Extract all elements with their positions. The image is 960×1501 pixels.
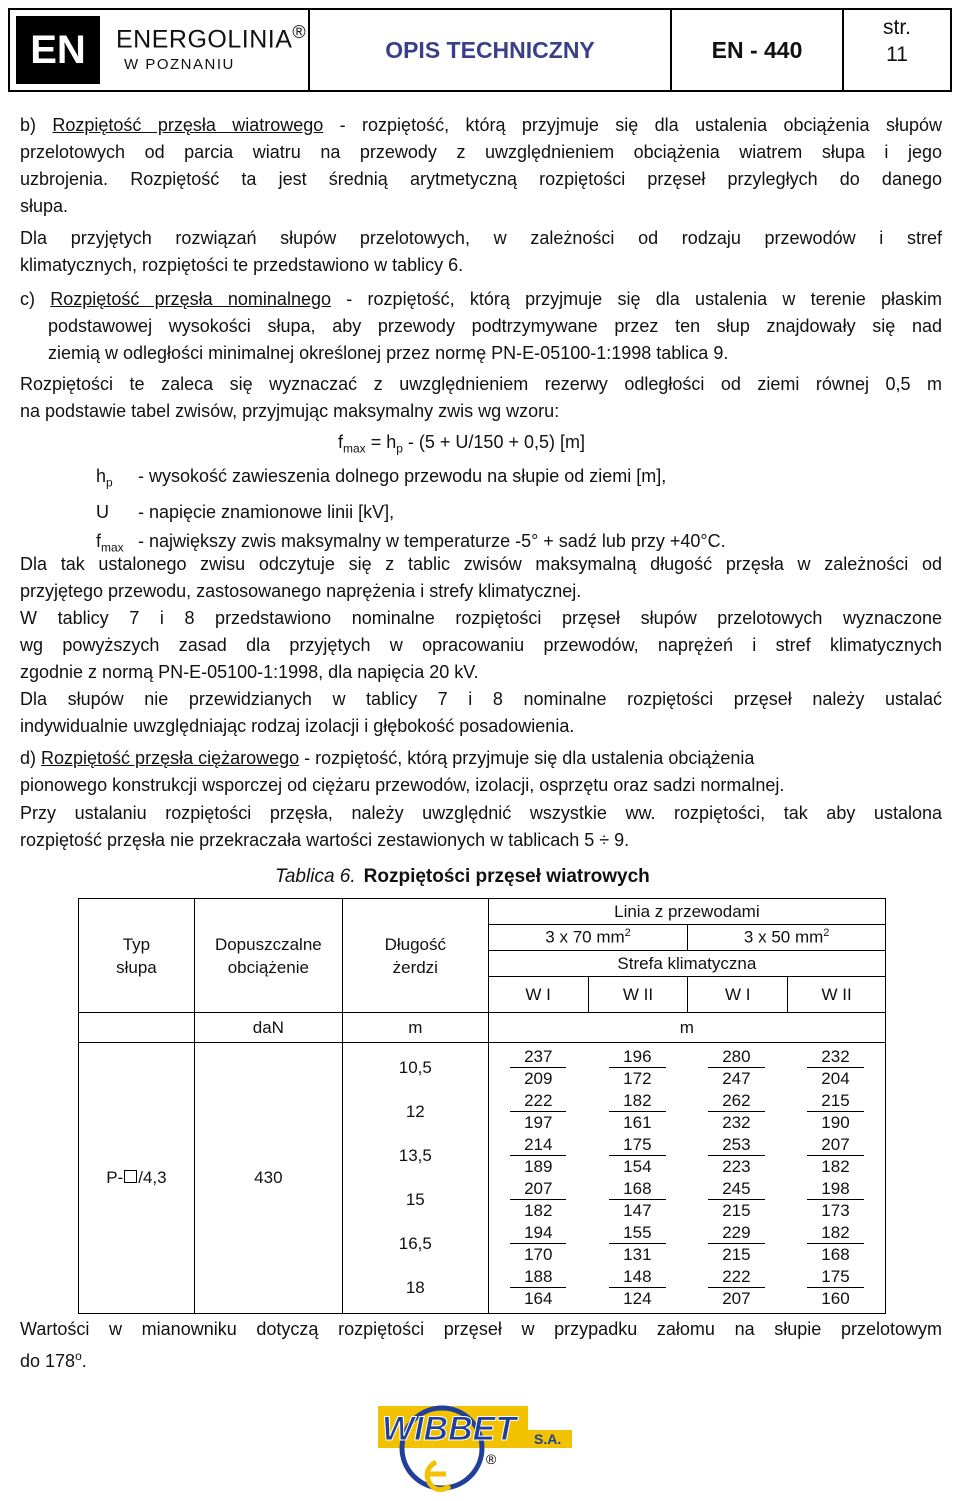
span-straight-value: 207 bbox=[510, 1178, 566, 1200]
span-fraction bbox=[510, 1046, 566, 1089]
logo-text: WIBBET bbox=[382, 1410, 517, 1448]
text-line: zgodnie z normą PN-E-05100-1:1998, dla napięcia 20 kV. bbox=[20, 662, 479, 682]
span-angle-value: 189 bbox=[524, 1156, 553, 1176]
company-city: W POZNANIU bbox=[124, 56, 235, 74]
span-fraction bbox=[708, 1266, 764, 1309]
span-row bbox=[489, 1265, 885, 1309]
header-climate-zone: Strefa klimatyczna bbox=[488, 951, 885, 977]
text-line: przyjętego przewodu, zastosowanego naprężenia i strefy klimatycznej. bbox=[20, 581, 582, 601]
text-line: pionowego konstrukcji wsporczej od ciężaru przewodów, izolacji, osprzętu oraz sadzi normalnej. bbox=[20, 775, 785, 795]
pole-type-cell: P- /4,3 bbox=[79, 1043, 195, 1314]
span-cell bbox=[489, 1266, 588, 1309]
paragraph-individual bbox=[20, 686, 942, 740]
span-fraction bbox=[609, 1222, 665, 1265]
text-line: klimatycznych, rozpiętości te przedstawiono w tablicy 6. bbox=[20, 255, 464, 275]
span-fraction bbox=[510, 1178, 566, 1221]
span-fraction bbox=[510, 1222, 566, 1265]
text-line: Dla przyjętych rozwiązań słupów przelotowych, w zależności od rodzaju przewodów i stref bbox=[20, 228, 942, 248]
span-fraction bbox=[708, 1134, 764, 1177]
length-value: 13,5 bbox=[398, 1146, 432, 1165]
unit-m: m bbox=[488, 1013, 885, 1043]
span-straight-value: 222 bbox=[510, 1090, 566, 1112]
text-line: c) Rozpiętość przęsła nominalnego - rozpiętość, którą przyjmuje się dla ustalenia w terenie płaskim bbox=[20, 289, 942, 309]
span-row bbox=[489, 1177, 885, 1221]
span-fraction bbox=[807, 1178, 863, 1221]
span-fraction bbox=[609, 1266, 665, 1309]
span-angle-value: 223 bbox=[722, 1156, 751, 1176]
span-cell bbox=[588, 1222, 687, 1265]
sag-formula: $f_{max} = h_p - (5 + U/150 + 0,5)$ [m] bbox=[338, 432, 585, 456]
span-cell bbox=[786, 1266, 885, 1309]
span-cell bbox=[588, 1046, 687, 1089]
span-cell bbox=[489, 1178, 588, 1221]
span-fraction bbox=[510, 1134, 566, 1177]
span-row bbox=[489, 1089, 885, 1133]
span-straight-value: 262 bbox=[708, 1090, 764, 1112]
span-angle-value: 209 bbox=[524, 1068, 553, 1088]
paragraph-reserve bbox=[20, 371, 942, 425]
span-values-block bbox=[488, 1043, 885, 1314]
span-straight-value: 232 bbox=[807, 1046, 863, 1068]
doc-title: OPIS TECHNICZNY bbox=[310, 10, 672, 90]
table-number: Tablica 6. bbox=[275, 866, 356, 887]
text-line: Rozpiętości te zaleca się wyznaczać z uwzględnieniem rezerwy odległości od ziemi równej 0,5 m bbox=[20, 374, 942, 394]
length-value: 15 bbox=[405, 1190, 425, 1209]
span-angle-value: 207 bbox=[722, 1288, 751, 1308]
span-angle-value: 182 bbox=[524, 1200, 553, 1220]
page-label: str. bbox=[882, 16, 911, 39]
span-straight-value: 222 bbox=[708, 1266, 764, 1288]
span-cell bbox=[687, 1222, 786, 1265]
span-row bbox=[489, 1133, 885, 1177]
span-straight-value: 182 bbox=[609, 1090, 665, 1112]
span-cell bbox=[588, 1134, 687, 1177]
unit-empty bbox=[79, 1013, 195, 1043]
span-cell bbox=[489, 1222, 588, 1265]
span-cell bbox=[687, 1046, 786, 1089]
span-fraction bbox=[807, 1134, 863, 1177]
term-weight-span: Rozpiętość przęsła ciężarowego bbox=[41, 748, 300, 768]
header-conductor-50: 3 x 50 $mm^2$ bbox=[688, 925, 886, 951]
text-line: na podstawie tabel zwisów, przyjmując maksymalny zwis wg wzoru: bbox=[20, 401, 560, 421]
span-angle-value: 131 bbox=[623, 1244, 652, 1264]
span-fraction bbox=[609, 1046, 665, 1089]
header-zone: W I bbox=[688, 977, 788, 1013]
span-fraction bbox=[609, 1090, 665, 1133]
paragraph-d bbox=[20, 745, 942, 799]
span-cell bbox=[588, 1178, 687, 1221]
length-value: 12 bbox=[405, 1102, 425, 1121]
span-fraction bbox=[708, 1046, 764, 1089]
span-cell bbox=[489, 1046, 588, 1089]
span-straight-value: 182 bbox=[807, 1222, 863, 1244]
span-cell bbox=[687, 1178, 786, 1221]
registered-mark: ® bbox=[292, 22, 307, 42]
span-straight-value: 198 bbox=[807, 1178, 863, 1200]
span-cell bbox=[588, 1266, 687, 1309]
span-angle-value: 182 bbox=[821, 1156, 850, 1176]
length-column bbox=[342, 1043, 488, 1314]
span-fraction bbox=[609, 1134, 665, 1177]
span-cell bbox=[786, 1134, 885, 1177]
text-line: uzbrojenia. Rozpiętość ta jest średnią arytmetyczną rozpiętości przęseł przyległych do danego bbox=[20, 169, 942, 189]
span-cell bbox=[786, 1178, 885, 1221]
span-straight-value: 237 bbox=[510, 1046, 566, 1068]
span-cell bbox=[786, 1046, 885, 1089]
span-angle-value: 147 bbox=[623, 1200, 652, 1220]
span-angle-value: 190 bbox=[821, 1112, 850, 1132]
span-straight-value: 155 bbox=[609, 1222, 665, 1244]
paragraph-tables-7-8 bbox=[20, 605, 942, 686]
length-value: 10,5 bbox=[398, 1058, 432, 1077]
span-straight-value: 194 bbox=[510, 1222, 566, 1244]
span-fraction bbox=[807, 1090, 863, 1133]
span-angle-value: 204 bbox=[821, 1068, 850, 1088]
header-zone: W I bbox=[488, 977, 588, 1013]
span-straight-value: 253 bbox=[708, 1134, 764, 1156]
text-line: d) Rozpiętość przęsła ciężarowego - rozpiętość, którą przyjmuje się dla ustalenia obciążenia bbox=[20, 748, 755, 768]
span-cell bbox=[489, 1134, 588, 1177]
span-angle-value: 161 bbox=[623, 1112, 652, 1132]
text-line: Dla słupów nie przewidzianych w tablicy 7 i 8 nominalne rozpiętości przęseł należy ustalać bbox=[20, 689, 942, 709]
span-cell bbox=[687, 1266, 786, 1309]
span-cell bbox=[489, 1090, 588, 1133]
wibbet-logo bbox=[378, 1400, 574, 1500]
formula-definitions bbox=[96, 462, 726, 562]
text-line: b) Rozpiętość przęsła wiatrowego - rozpiętość, którą przyjmuje się dla ustalenia obciążenia słupów bbox=[20, 115, 942, 135]
table-title: Rozpiętości przęseł wiatrowych bbox=[363, 866, 650, 887]
term-wind-span: Rozpiętość przęsła wiatrowego bbox=[52, 115, 324, 135]
span-straight-value: 188 bbox=[510, 1266, 566, 1288]
text-line: do 178$^o$. bbox=[20, 1349, 87, 1371]
text-line: słupa. bbox=[20, 196, 69, 216]
definition-row: U - napięcie znamionowe linii [kV], bbox=[96, 501, 395, 522]
span-angle-value: 173 bbox=[821, 1200, 850, 1220]
paragraph-sag-read bbox=[20, 551, 942, 605]
company-name: ENERGOLINIA® bbox=[116, 22, 307, 54]
logo-registered: ® bbox=[486, 1451, 497, 1467]
span-fraction bbox=[807, 1046, 863, 1089]
span-straight-value: 207 bbox=[807, 1134, 863, 1156]
header-zone: W II bbox=[788, 977, 886, 1013]
unit-m: m bbox=[342, 1013, 488, 1043]
wind-span-table bbox=[78, 898, 886, 1314]
span-angle-value: 154 bbox=[623, 1156, 652, 1176]
span-fraction bbox=[807, 1266, 863, 1309]
text-line: przelotowych od parcia wiatru na przewody z uwzględnieniem obciążenia wiatrem słupa i jego bbox=[20, 142, 942, 162]
span-cell bbox=[786, 1090, 885, 1133]
page-number: 11 bbox=[886, 43, 908, 67]
header-pole-length: Długość żerdzi bbox=[342, 899, 488, 1013]
term-nominal-span: Rozpiętość przęsła nominalnego bbox=[50, 289, 331, 309]
span-angle-value: 168 bbox=[821, 1244, 850, 1264]
span-fraction bbox=[708, 1090, 764, 1133]
paragraph-table6-ref bbox=[20, 225, 942, 279]
table-footnote bbox=[20, 1316, 942, 1375]
span-angle-value: 170 bbox=[524, 1244, 553, 1264]
text-line: Dla tak ustalonego zwisu odczytuje się z tablic zwisów maksymalną długość przęsła w zależności od bbox=[20, 554, 942, 574]
span-straight-value: 196 bbox=[609, 1046, 665, 1068]
unit-dan: daN bbox=[194, 1013, 342, 1043]
header-permissible-load: Dopuszczalne obciążenie bbox=[194, 899, 342, 1013]
span-angle-value: 247 bbox=[722, 1068, 751, 1088]
span-angle-value: 160 bbox=[821, 1288, 850, 1308]
paragraph-b bbox=[20, 112, 942, 220]
span-angle-value: 124 bbox=[623, 1288, 652, 1308]
table-caption bbox=[275, 866, 650, 888]
span-straight-value: 215 bbox=[807, 1090, 863, 1112]
text-line: rozpiętość przęsła nie przekraczała wartości zestawionych w tablicach 5 ÷ 9. bbox=[20, 830, 630, 850]
span-angle-value: 215 bbox=[722, 1200, 751, 1220]
text-line: Wartości w mianowniku dotyczą rozpiętości przęseł w przypadku załomu na słupie przelotowym bbox=[20, 1319, 942, 1339]
paragraph-c bbox=[20, 286, 942, 367]
span-fraction bbox=[708, 1178, 764, 1221]
span-angle-value: 164 bbox=[524, 1288, 553, 1308]
text-line: wg powyższych zasad dla przyjętych w opracowaniu przewodów, naprężeń i stref klimatycznych bbox=[20, 635, 942, 655]
span-cell bbox=[786, 1222, 885, 1265]
span-grid bbox=[489, 1045, 885, 1309]
span-fraction bbox=[807, 1222, 863, 1265]
span-row bbox=[489, 1221, 885, 1265]
span-straight-value: 148 bbox=[609, 1266, 665, 1288]
span-cell bbox=[687, 1134, 786, 1177]
span-straight-value: 229 bbox=[708, 1222, 764, 1244]
document-header bbox=[8, 8, 952, 92]
text-line: indywidualnie uwzględniając rodzaj izolacji i głębokość posadowienia. bbox=[20, 716, 575, 736]
header-zone: W II bbox=[588, 977, 688, 1013]
span-straight-value: 175 bbox=[609, 1134, 665, 1156]
span-angle-value: 197 bbox=[524, 1112, 553, 1132]
span-fraction bbox=[510, 1266, 566, 1309]
span-angle-value: 172 bbox=[623, 1068, 652, 1088]
span-cell bbox=[687, 1090, 786, 1133]
definition-row: $f_{max}$ - największy zwis maksymalny w temperaturze -5° + sadź lub przy +40°C. bbox=[96, 530, 726, 555]
definition-row: $h_p$ - wysokość zawieszenia dolnego przewodu na słupie od ziemi [m], bbox=[96, 466, 667, 490]
span-straight-value: 175 bbox=[807, 1266, 863, 1288]
header-line-conductors: Linia z przewodami bbox=[488, 899, 885, 925]
text-line: Przy ustalaniu rozpiętości przęsła, należy uwzględnić wszystkie ww. rozpiętości, tak aby ustalona bbox=[20, 803, 942, 823]
length-value: 16,5 bbox=[398, 1234, 432, 1253]
span-straight-value: 280 bbox=[708, 1046, 764, 1068]
page-box bbox=[844, 10, 950, 90]
logo-sa: S.A. bbox=[534, 1431, 562, 1447]
span-straight-value: 168 bbox=[609, 1178, 665, 1200]
span-straight-value: 214 bbox=[510, 1134, 566, 1156]
span-row bbox=[489, 1045, 885, 1089]
header-pole-type: Typ słupa bbox=[79, 899, 195, 1013]
load-cell: 430 bbox=[194, 1043, 342, 1314]
company-block bbox=[100, 10, 310, 90]
span-angle-value: 232 bbox=[722, 1112, 751, 1132]
language-badge: EN bbox=[16, 16, 100, 84]
square-symbol-icon bbox=[124, 1170, 137, 1183]
span-fraction bbox=[708, 1222, 764, 1265]
length-value: 18 bbox=[405, 1278, 425, 1297]
span-fraction bbox=[609, 1178, 665, 1221]
paragraph-span-setting bbox=[20, 800, 942, 854]
span-cell bbox=[588, 1090, 687, 1133]
text-line: podstawowej wysokości słupa, aby przewody podtrzymywane przez ten słup znajdowały się nad bbox=[48, 316, 942, 336]
doc-code: EN - 440 bbox=[672, 10, 844, 90]
text-line: W tablicy 7 i 8 przedstawiono nominalne rozpiętości przęseł słupów przelotowych wyznaczone bbox=[20, 608, 942, 628]
span-straight-value: 245 bbox=[708, 1178, 764, 1200]
header-conductor-70: 3 x 70 $mm^2$ bbox=[488, 925, 688, 951]
span-angle-value: 215 bbox=[722, 1244, 751, 1264]
text-line: ziemią w odległości minimalnej określonej przez normę PN-E-05100-1:1998 tablica 9. bbox=[48, 343, 729, 363]
span-fraction bbox=[510, 1090, 566, 1133]
